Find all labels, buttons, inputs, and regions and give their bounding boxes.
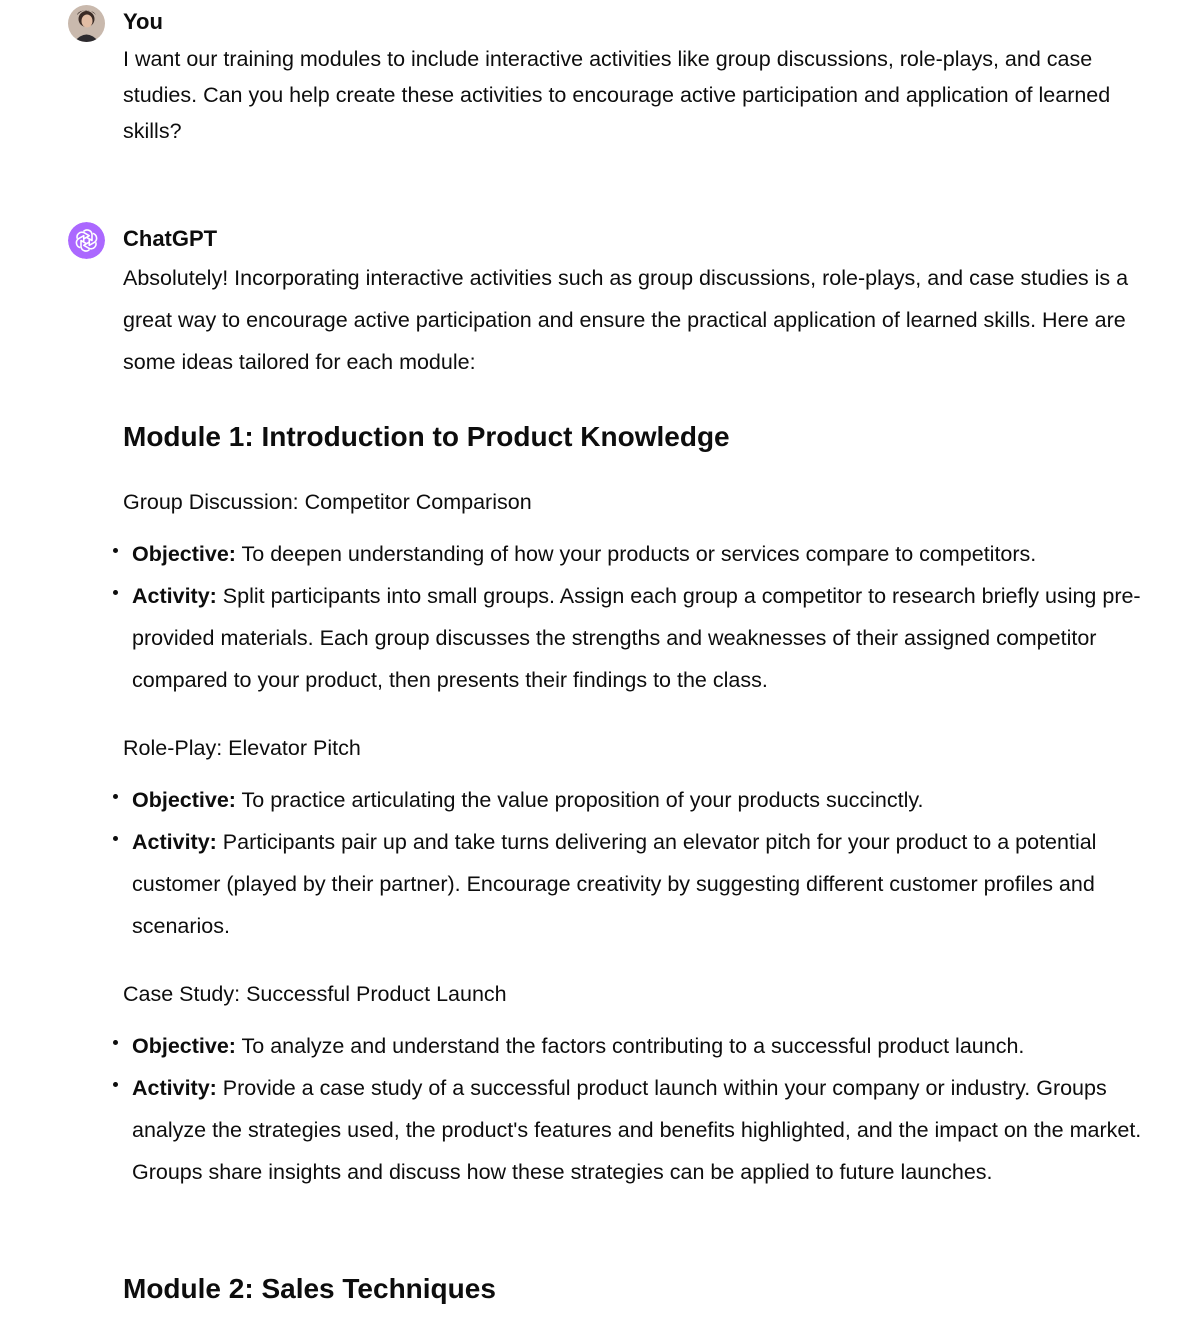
user-avatar-photo-icon [68,5,105,42]
objective-text: To analyze and understand the factors contributing to a successful product launch. [235,1034,1025,1058]
module-2-title: Module 2: Sales Techniques [123,1273,496,1304]
activity-item [123,1067,1163,1193]
objective-text: To deepen understanding of how your products or services compare to competitors. [235,542,1037,566]
objective-text: To practice articulating the value proposition of your products succinctly. [235,788,924,812]
activity-label: Activity: [132,1076,217,1100]
objective-item [123,1025,1163,1067]
assistant-intro [123,257,1163,383]
assistant-author-name: ChatGPT [123,226,218,251]
activity-text: Split participants into small groups. Assign each group a competitor to research briefly using pre-provided materials. Each group discusses the strengths and weaknesses of their assigned competitor compared to your product, then presents their findings to the class. [132,584,1141,692]
objective-label: Objective: [132,788,236,812]
user-author-name: You [123,9,163,34]
openai-logo-icon [68,222,105,259]
objective-label: Objective: [132,542,236,566]
activity-label: Activity: [132,584,217,608]
activity-label: Activity: [132,830,217,854]
activity-item [123,821,1163,947]
objective-item [123,779,1163,821]
activity-text: Provide a case study of a successful product launch within your company or industry. Groups analyze the strategies used, the product's features and benefits highlighted, and the impact on the market. Groups share insights and discuss how these strategies can be applied to future launches. [132,1076,1142,1184]
user-avatar [68,5,105,42]
activity-group-discussion [123,484,1163,520]
activity-heading: Role-Play: Elevator Pitch [123,736,361,760]
activity-heading: Group Discussion: Competitor Comparison [123,490,532,514]
module-1-title: Module 1: Introduction to Product Knowledge [123,421,730,452]
user-message [123,41,1163,149]
objective-item [123,533,1163,575]
user-message-text: I want our training modules to include interactive activities like group discussions, role-plays, and case studies. Can you help create these activities to encourage active participation and application of learned skills? [123,47,1111,143]
activity-item [123,575,1163,701]
objective-label: Objective: [132,1034,236,1058]
activity-3-points [123,1025,1163,1193]
activity-text: Participants pair up and take turns delivering an elevator pitch for your product to a potential customer (played by their partner). Encourage creativity by suggesting different customer profiles and scenarios. [132,830,1097,938]
assistant-intro-text: Absolutely! Incorporating interactive activities such as group discussions, role-plays, and case studies is a great way to encourage active participation and ensure the practical application of learned skills. Here are some ideas tailored for each module: [123,266,1129,374]
assistant-avatar [68,222,105,259]
activity-1-points [123,533,1163,701]
activity-role-play [123,730,1163,766]
activity-heading: Case Study: Successful Product Launch [123,982,507,1006]
activity-2-points [123,779,1163,947]
activity-case-study [123,976,1163,1012]
